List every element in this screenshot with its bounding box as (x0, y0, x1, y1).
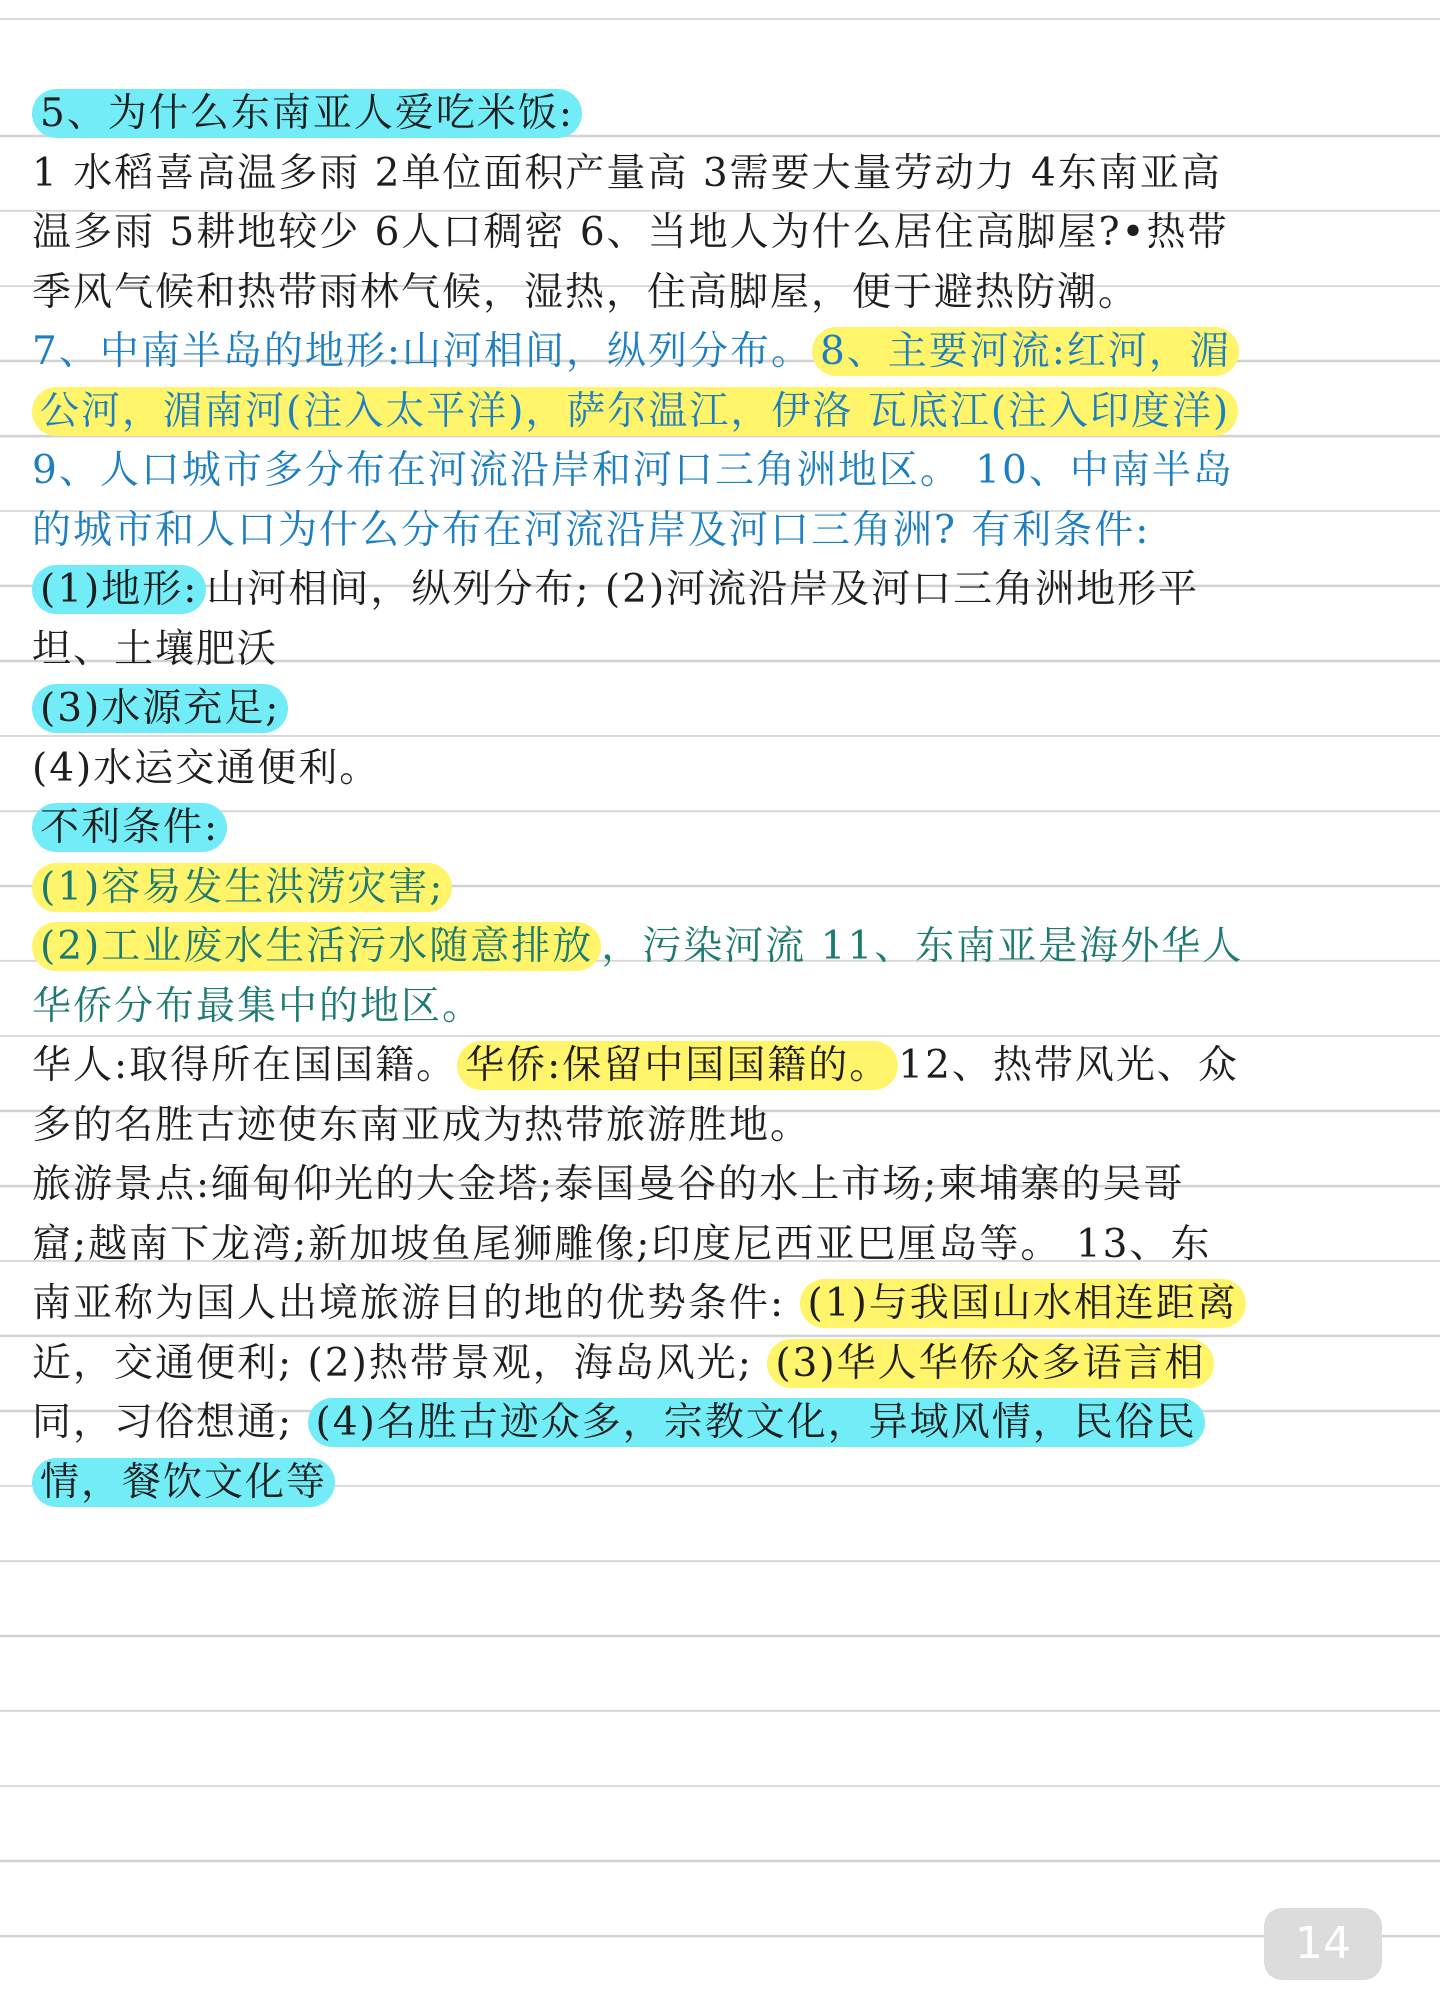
note-text: ，污染河流 11、东南亚是海外华人 (601, 924, 1244, 969)
note-text: 南亚称为国人出境旅游目的地的优势条件: (32, 1281, 800, 1326)
note-text: 1 水稻喜高温多雨 2单位面积产量高 3需要大量劳动力 4东南亚高 (32, 150, 1222, 196)
note-text: 12、热带风光、众 (898, 1043, 1239, 1088)
note-text: 温多雨 5耕地较少 6人口稠密 6、当地人为什么居住高脚屋?•热带 (32, 210, 1229, 255)
note-text: 坦、土壤肥沃 (32, 626, 279, 672)
highlighted-text: 情，餐饮文化等 (32, 1458, 335, 1507)
highlighted-text: (1)与我国山水相连距离 (800, 1279, 1246, 1328)
note-text: (4)水运交通便利。 (32, 745, 381, 791)
highlighted-text: (1)容易发生洪涝灾害; (32, 863, 452, 912)
note-text: 7、中南半岛的地形:山河相间，纵列分布。 (32, 329, 812, 374)
note-text: 窟;越南下龙湾;新加坡鱼尾狮雕像;印度尼西亚巴厘岛等。 13、东 (32, 1221, 1212, 1267)
highlighted-text: (1)地形: (32, 565, 206, 614)
note-text: 山河相间，纵列分布; (2)河流沿岸及河口三角洲地形平 (206, 567, 1200, 612)
note-text: 华人:取得所在国国籍。 (32, 1043, 458, 1088)
highlighted-text: 公河，湄南河(注入太平洋)，萨尔温江，伊洛 瓦底江(注入印度洋) (32, 387, 1238, 436)
page-number-badge: 14 (1264, 1908, 1382, 1980)
highlighted-text: 8、主要河流:红河，湄 (812, 327, 1239, 376)
note-text: 同，习俗想通; (32, 1400, 308, 1445)
highlighted-text: (3)水源充足; (32, 684, 288, 733)
highlighted-text: (3)华人华侨众多语言相 (767, 1339, 1213, 1388)
note-text: 季风气候和热带雨林气候，湿热，住高脚屋，便于避热防潮。 (32, 269, 1140, 315)
note-text: 旅游景点:缅甸仰光的大金塔;泰国曼谷的水上市场;柬埔寨的吴哥 (32, 1162, 1185, 1207)
note-text: 9、人口城市多分布在河流沿岸和河口三角洲地区。 10、中南半岛 (32, 448, 1234, 493)
highlighted-text: 5、为什么东南亚人爱吃米饭: (32, 89, 582, 138)
note-line (32, 1445, 1412, 1521)
highlighted-text: (2)工业废水生活污水随意排放 (32, 922, 601, 971)
highlighted-text: 华侨:保留中国国籍的。 (457, 1041, 898, 1090)
highlighted-text: 不利条件: (32, 803, 227, 852)
note-text: 近，交通便利; (2)热带景观，海岛风光; (32, 1340, 768, 1386)
note-text: 华侨分布最集中的地区。 (32, 983, 484, 1029)
note-text: 多的名胜古迹使东南亚成为热带旅游胜地。 (32, 1102, 812, 1148)
highlighted-text: (4)名胜古迹众多，宗教文化，异域风情，民俗民 (308, 1398, 1205, 1447)
note-text: 的城市和人口为什么分布在河流沿岸及河口三角洲? 有利条件: (32, 507, 1151, 553)
